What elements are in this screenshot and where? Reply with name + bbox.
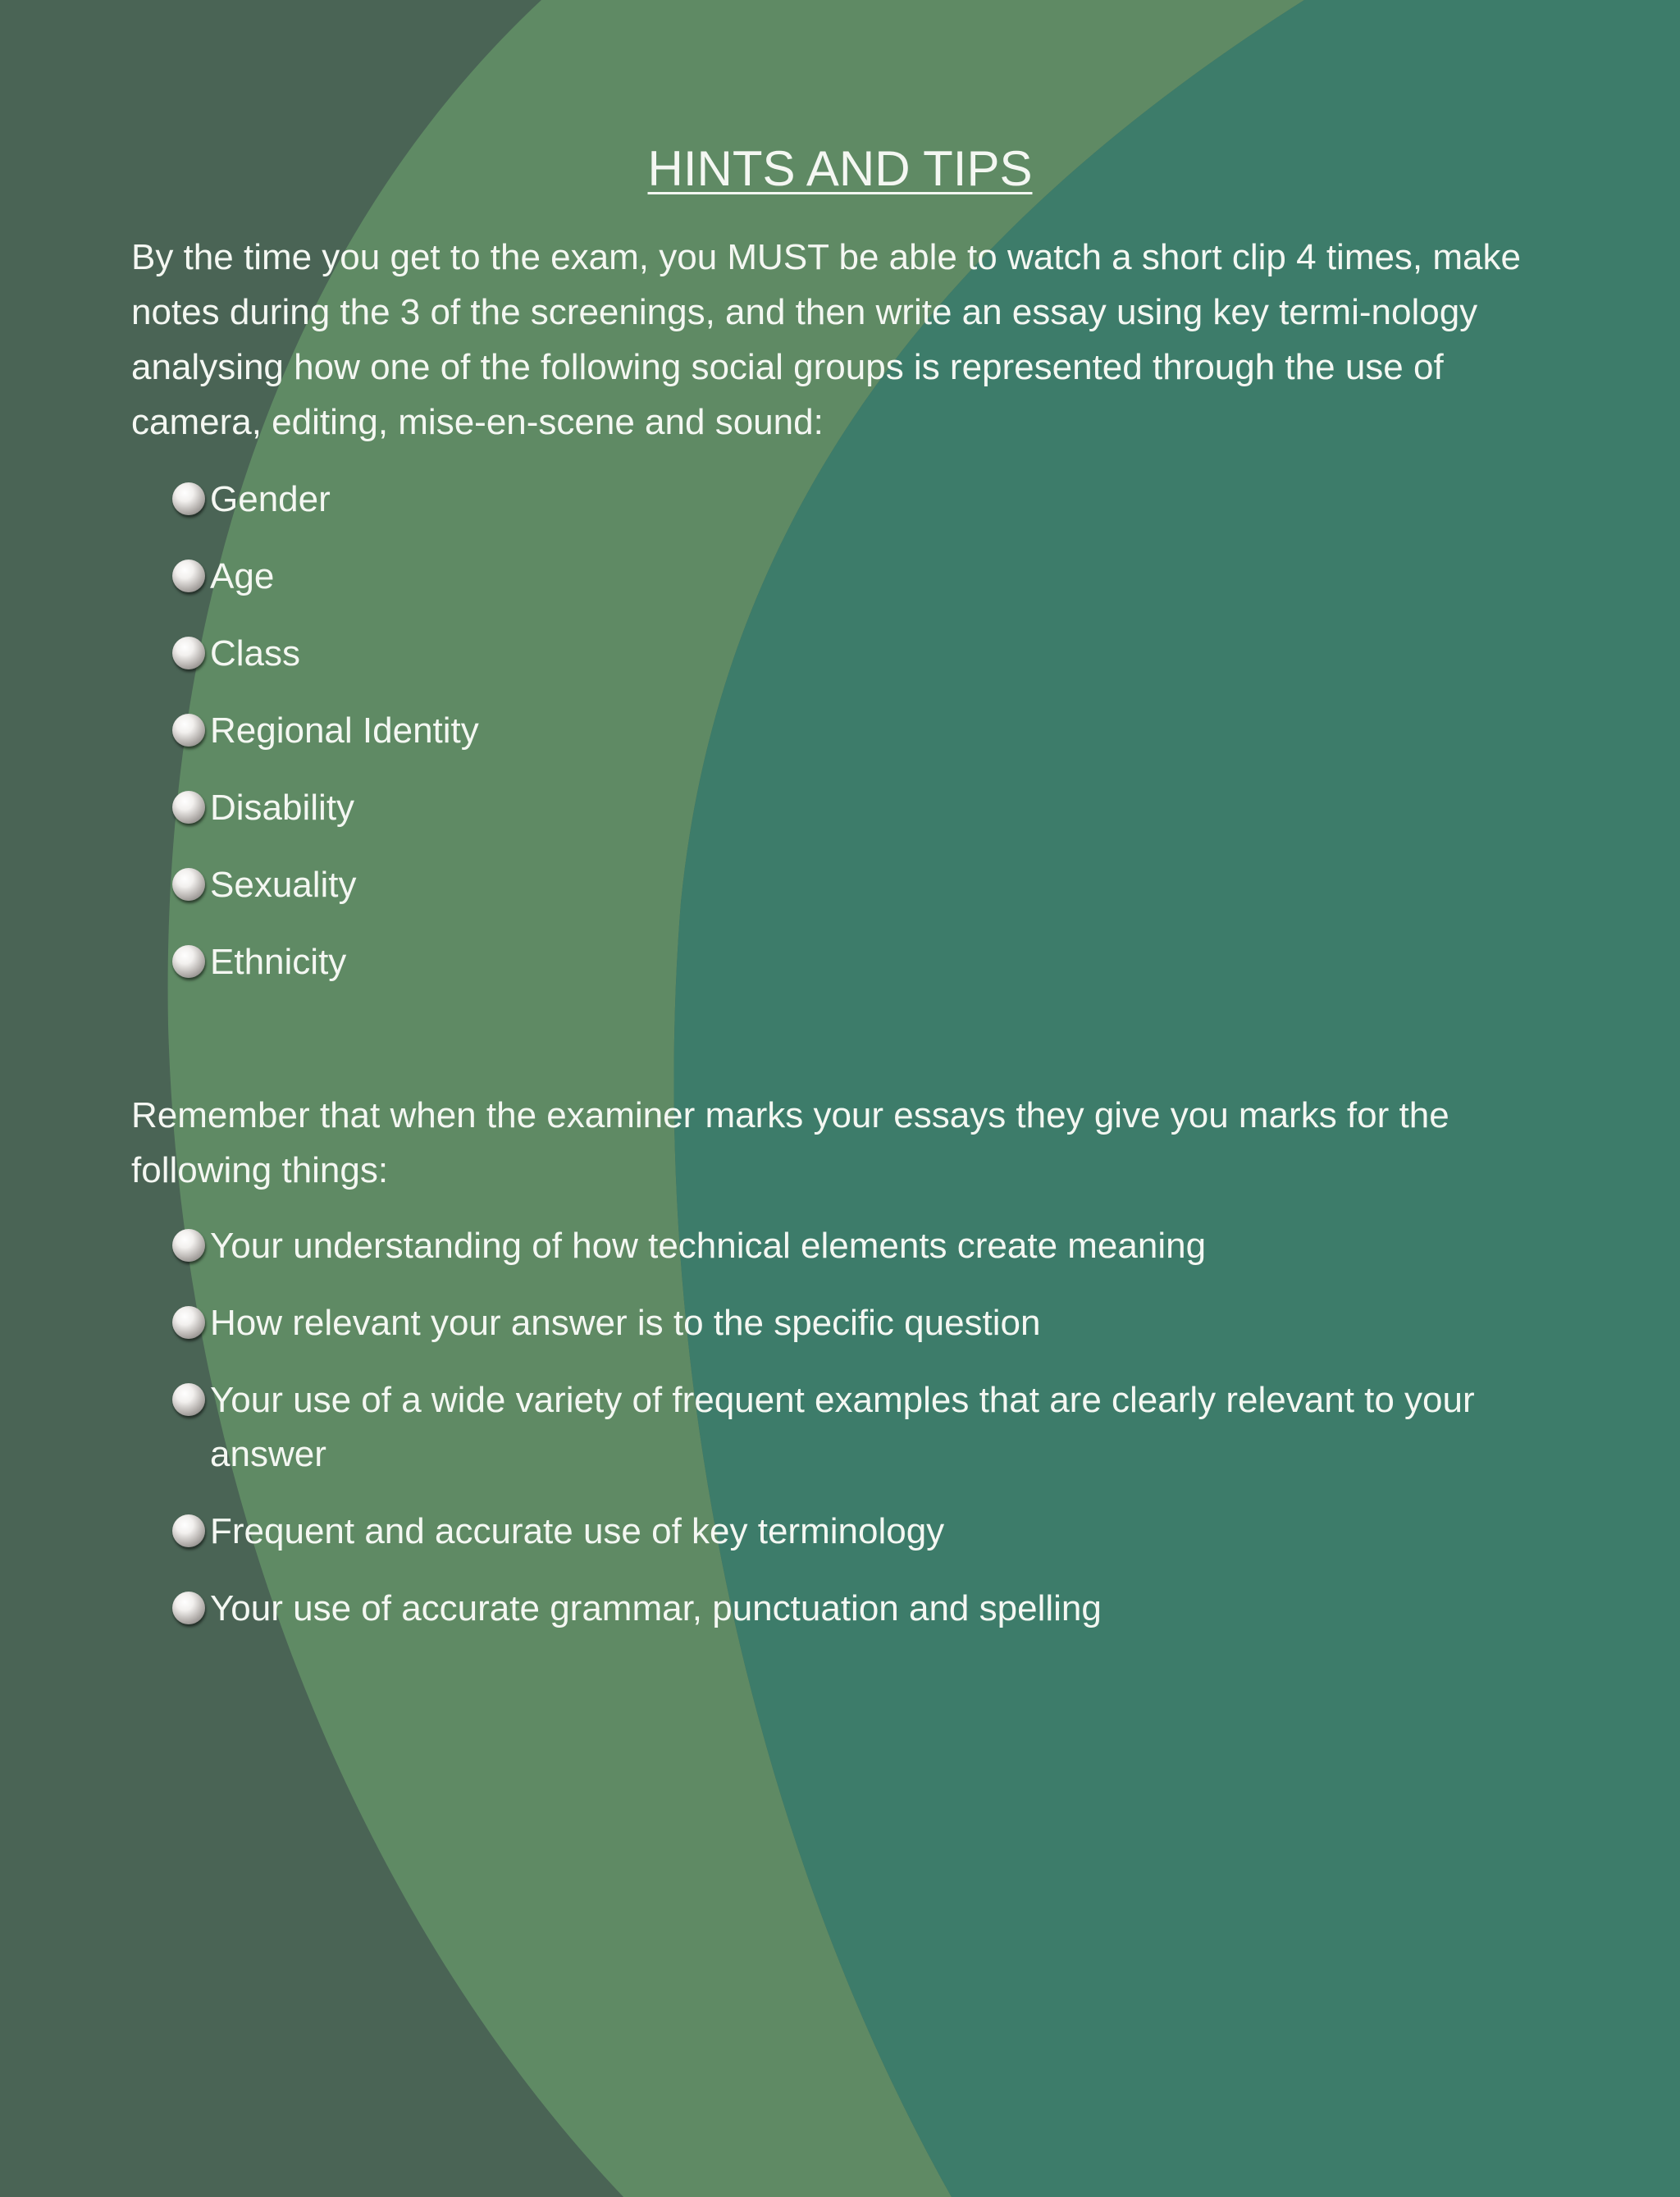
list-item: [0, 1373, 1555, 1482]
list-item: [0, 627, 1555, 681]
bullet-icon: [172, 1514, 205, 1547]
bullet-icon: [172, 637, 205, 669]
bullet-icon: [172, 714, 205, 747]
list-item-label: Your use of accurate grammar, punctuation and spelling: [210, 1588, 1102, 1628]
list-item: [0, 858, 1555, 912]
bullet-icon: [172, 868, 205, 901]
bullet-icon: [172, 1592, 205, 1624]
bullet-icon: [172, 945, 205, 978]
list-item-label: Regional Identity: [210, 710, 479, 751]
list-item-label: Your use of a wide variety of frequent examples that are clearly relevant to your answer: [210, 1380, 1475, 1474]
list-item-label: Age: [210, 556, 275, 596]
bullet-icon: [172, 791, 205, 824]
bullet-icon: [172, 482, 205, 515]
list-item-label: Class: [210, 633, 301, 674]
list-item-label: Frequent and accurate use of key terminology: [210, 1511, 945, 1551]
list-item: [0, 704, 1555, 758]
list-item-label: How relevant your answer is to the specific question: [210, 1303, 1041, 1343]
list-item: [0, 781, 1555, 835]
intro-paragraph: By the time you get to the exam, you MUST be able to watch a short clip 4 times, make notes during the 3 of the screenings, and then write an essay using key termi-nology analysing how one of the following social groups is represented through the use of camera, editing, mise-en-scene and sound:: [131, 237, 1521, 442]
bullet-icon: [172, 1306, 205, 1339]
list-item: [0, 550, 1555, 604]
bullet-icon: [172, 1383, 205, 1416]
social-groups-list: [0, 473, 1555, 1012]
list-item: [0, 1582, 1555, 1636]
list-item: [0, 1219, 1555, 1273]
bullet-icon: [172, 1229, 205, 1262]
remember-paragraph: Remember that when the examiner marks your essays they give you marks for the following things:: [131, 1095, 1449, 1190]
list-item-label: Gender: [210, 479, 331, 519]
list-item-label: Ethnicity: [210, 942, 347, 982]
list-item: [0, 935, 1555, 989]
list-item: [0, 1296, 1555, 1350]
list-item-label: Your understanding of how technical elements create meaning: [210, 1226, 1207, 1266]
page-title: HINTS AND TIPS: [647, 141, 1033, 196]
list-item: [0, 1505, 1555, 1559]
list-item-label: Sexuality: [210, 865, 357, 905]
bullet-icon: [172, 560, 205, 592]
mark-criteria-list: [0, 1219, 1555, 1659]
list-item-label: Disability: [210, 788, 355, 828]
list-item: [0, 473, 1555, 527]
